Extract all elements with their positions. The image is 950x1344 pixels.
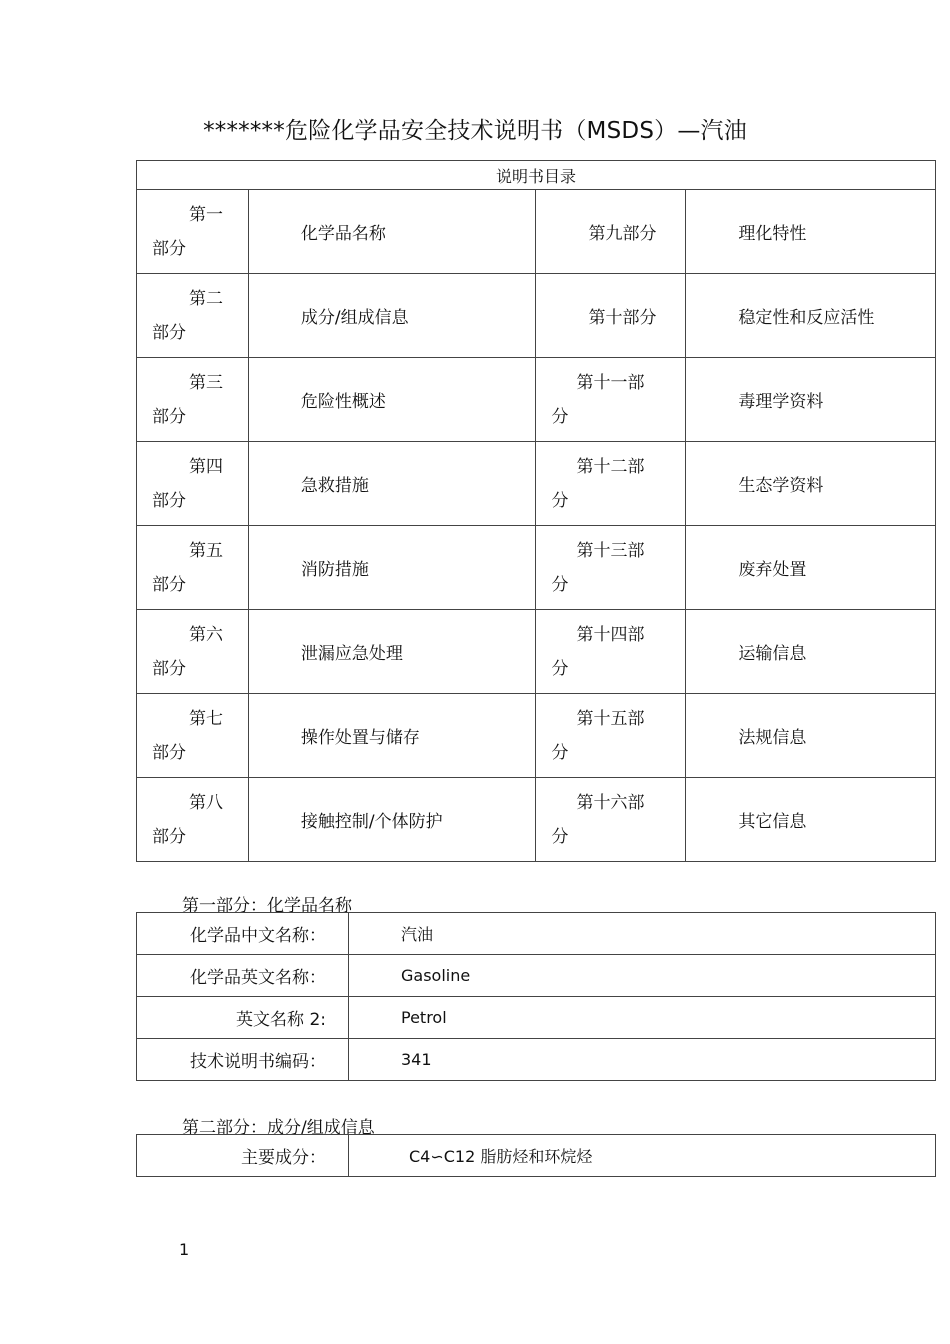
toc-part-name: 消防措施 — [300, 560, 369, 580]
toc-part-suffix: 部分 — [152, 238, 186, 259]
field-value: C4∽C12 脂肪烃和环烷烃 — [349, 1135, 936, 1177]
document-title: *******危险化学品安全技术说明书（MSDS）—汽油 — [203, 118, 747, 144]
toc-part-suffix: 部分 — [152, 322, 186, 343]
toc-part-name: 危险性概述 — [300, 392, 386, 412]
toc-part-name: 急救措施 — [300, 476, 369, 496]
toc-part-number: 第二 — [189, 288, 223, 309]
toc-part-number: 第十二部 — [576, 456, 645, 477]
toc-part-suffix: 部分 — [152, 406, 186, 427]
toc-part-number: 第八 — [189, 792, 223, 813]
toc-part-name: 理化特性 — [738, 224, 807, 244]
toc-row — [137, 694, 936, 778]
toc-part-suffix: 部分 — [152, 658, 186, 679]
field-value: 341 — [349, 1039, 936, 1081]
toc-part-number: 第十六部 — [576, 792, 645, 813]
toc-part-suffix: 部分 — [152, 742, 186, 763]
field-value: 汽油 — [349, 913, 936, 955]
field-label: 主要成分： — [137, 1135, 349, 1177]
toc-part-number: 第十部分 — [588, 308, 657, 328]
page-number: 1 — [179, 1240, 190, 1259]
toc-part-number: 第三 — [189, 372, 223, 393]
toc-part-name: 废弃处置 — [738, 560, 807, 580]
toc-part-number: 第七 — [189, 708, 223, 729]
toc-part-number: 第六 — [189, 624, 223, 645]
toc-part-name: 泄漏应急处理 — [300, 644, 403, 664]
toc-row — [137, 274, 936, 358]
toc-row — [137, 526, 936, 610]
toc-part-number: 第十四部 — [576, 624, 645, 645]
toc-part-suffix: 分 — [551, 406, 569, 427]
toc-part-suffix: 分 — [551, 742, 569, 763]
toc-part-number: 第一 — [189, 204, 223, 225]
toc-part-name: 稳定性和反应活性 — [738, 308, 875, 328]
toc-part-suffix: 部分 — [152, 574, 186, 595]
toc-part-number: 第十三部 — [576, 540, 645, 561]
field-label: 化学品中文名称： — [137, 913, 349, 955]
field-value: Petrol — [349, 997, 936, 1039]
toc-part-number: 第四 — [189, 456, 223, 477]
toc-table — [136, 160, 936, 862]
toc-part-suffix: 分 — [551, 490, 569, 511]
section-2-label: 第二部分：成分/组成信息 — [182, 1118, 375, 1138]
field-label: 技术说明书编码： — [137, 1039, 349, 1081]
toc-part-number: 第五 — [189, 540, 223, 561]
toc-row — [137, 190, 936, 274]
field-value: Gasoline — [349, 955, 936, 997]
toc-part-number: 第九部分 — [588, 224, 657, 244]
toc-part-name: 成分/组成信息 — [300, 308, 409, 328]
toc-part-suffix: 分 — [551, 826, 569, 847]
toc-row — [137, 442, 936, 526]
toc-part-name: 毒理学资料 — [738, 392, 824, 412]
toc-part-name: 生态学资料 — [738, 476, 824, 496]
toc-part-suffix: 部分 — [152, 826, 186, 847]
toc-part-suffix: 部分 — [152, 490, 186, 511]
table-row — [137, 1135, 936, 1177]
table-row — [137, 955, 936, 997]
toc-part-suffix: 分 — [551, 574, 569, 595]
chemical-name-table — [136, 912, 936, 1081]
table-row — [137, 997, 936, 1039]
table-row — [137, 1039, 936, 1081]
toc-row — [137, 610, 936, 694]
field-label: 化学品英文名称： — [137, 955, 349, 997]
toc-row — [137, 358, 936, 442]
toc-part-name: 法规信息 — [738, 728, 807, 748]
toc-part-number: 第十一部 — [576, 372, 645, 393]
toc-part-name: 其它信息 — [738, 812, 807, 832]
field-label: 英文名称 2: — [137, 997, 349, 1039]
toc-part-suffix: 分 — [551, 658, 569, 679]
table-row — [137, 913, 936, 955]
toc-part-name: 操作处置与储存 — [300, 728, 420, 748]
toc-header: 说明书目录 — [137, 161, 936, 190]
toc-part-name: 化学品名称 — [300, 224, 386, 244]
toc-part-name: 运输信息 — [738, 644, 807, 664]
toc-part-number: 第十五部 — [576, 708, 645, 729]
toc-row — [137, 778, 936, 862]
toc-part-name: 接触控制/个体防护 — [300, 812, 443, 832]
section-1-label: 第一部分：化学品名称 — [182, 896, 352, 916]
composition-table — [136, 1134, 936, 1177]
